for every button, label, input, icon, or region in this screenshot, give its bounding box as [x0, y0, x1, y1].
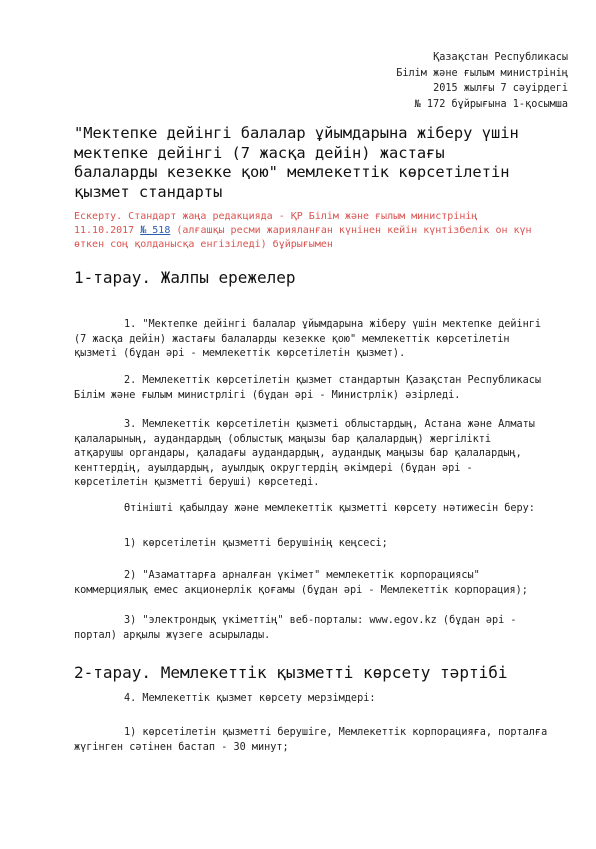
paragraph-3 — [74, 418, 574, 491]
text-line: (7 жасқа дейін) жастағы балаларды кезекке қою" мемлекеттік көрсетілетін — [74, 333, 510, 345]
section-heading-procedure: 2-тарау. Мемлекеттік қызметті көрсету тәртібі — [74, 663, 508, 682]
section-heading-general: 1-тарау. Жалпы ережелер — [74, 268, 296, 287]
text-line: коммерциялық емес акционерлік қоғамы (бұдан әрі - Мемлекеттік корпорация); — [74, 584, 528, 596]
paragraph-5 — [74, 537, 574, 552]
paragraph-8 — [74, 692, 574, 707]
note-date: 11.10.2017 — [74, 225, 141, 236]
title-line: қызмет стандарты — [74, 182, 223, 201]
text-line: көрсетілетін қызметті беруші) көрсетеді. — [74, 477, 320, 489]
note-line: Ескерту. Стандарт жаңа редакцияда - ҚР Білім және ғылым министрінің — [74, 211, 478, 222]
paragraph-7 — [74, 614, 574, 643]
amendment-note — [74, 210, 574, 252]
paragraph-4 — [74, 502, 574, 517]
text-line: Өтінішті қабылдау және мемлекеттік қызметті көрсету нәтижесін беру: — [124, 503, 535, 514]
header-line: 2015 жылғы 7 сәуірдегі — [433, 83, 568, 94]
paragraph-6 — [74, 569, 574, 598]
header-line: № 172 бұйрығына 1-қосымша — [414, 98, 568, 110]
text-line: қызметі (бұдан әрі - мемлекеттік көрсетілетін қызмет). — [74, 348, 406, 360]
note-line — [74, 224, 574, 238]
text-line: кенттердің, ауылдардың, ауылдық округтердің әкімдері (бұдан әрі - — [74, 462, 473, 474]
header-line: Білім және ғылым министрінің — [396, 67, 568, 79]
text-line: 1) көрсетілетін қызметті берушінің кеңсесі; — [124, 538, 388, 549]
attachment-header — [396, 50, 568, 112]
text-line: 4. Мемлекеттік қызмет көрсету мерзімдері: — [124, 693, 376, 704]
text-line: 3) "электрондық үкіметтің" веб-порталы: www.egov.kz (бұдан әрі - — [124, 615, 517, 626]
paragraph-1 — [74, 318, 574, 362]
text-line: атқарушы органдары, қаладағы аудандардың, аудандық маңызы бар қалалардың, — [74, 448, 522, 460]
text-line: Білім және ғылым министрлігі (бұдан әрі - Министрлік) әзірледі. — [74, 389, 461, 401]
document-title — [74, 124, 574, 202]
note-line: өткен соң қолданысқа енгізіледі) бұйрығымен — [74, 239, 333, 250]
title-line: мектепке дейінгі (7 жасқа дейін) жастағы — [74, 143, 445, 162]
text-line: портал) арқылы жүзеге асырылады. — [74, 629, 271, 641]
note-text: (алғашқы ресми жарияланған күнінен кейін күнтізбелік он күн — [170, 225, 532, 236]
text-line: 1) көрсетілетін қызметті берушіге, Мемлекеттік корпорацияға, порталға — [124, 727, 548, 738]
paragraph-2 — [74, 374, 574, 403]
text-line: 3. Мемлекеттік көрсетілетін қызметі облыстардың, Астана және Алматы — [124, 419, 535, 430]
text-line: қалаларының, аудандардың (облыстық маңызы бар қалалардың) жергілікті — [74, 433, 492, 445]
text-line: жүгінген сәтінен бастап - 30 минут; — [74, 741, 289, 753]
text-line: 1. "Мектепке дейінгі балалар ұйымдарына жіберу үшін мектепке дейінгі — [124, 319, 542, 330]
text-line: 2) "Азаматтарға арналған үкімет" мемлекеттік корпорациясы" — [124, 570, 480, 581]
order-link[interactable]: № 518 — [140, 225, 171, 236]
title-line: балаларды кезекке қою" мемлекеттік көрсетілетін — [74, 163, 510, 181]
text-line: 2. Мемлекеттік көрсетілетін қызмет стандартын Қазақстан Республикасы — [124, 375, 542, 386]
paragraph-9 — [74, 726, 574, 755]
title-line: "Мектепке дейінгі балалар ұйымдарына жіберу үшін — [74, 124, 519, 142]
header-line: Қазақстан Республикасы — [433, 52, 568, 63]
